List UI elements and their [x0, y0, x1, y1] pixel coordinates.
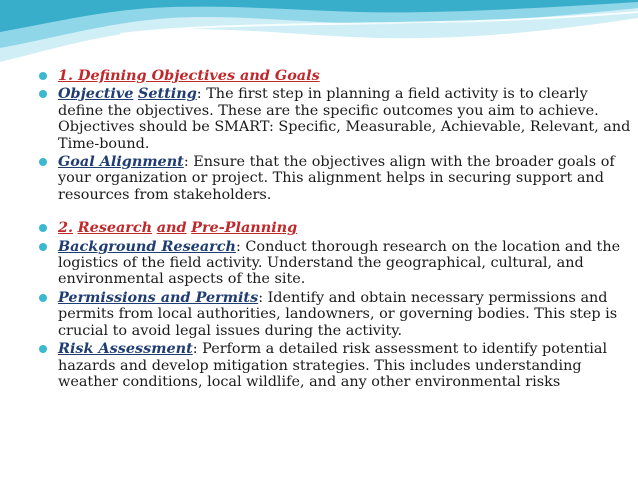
section-heading: Pre-Planning — [191, 219, 298, 237]
list-item — [38, 341, 634, 390]
list-item — [38, 86, 634, 152]
item-text: : Ensure that the objectives align with the broader goals of your organization or project. This alignment helps in securing support and resources from stakeholders. — [58, 154, 615, 203]
list-item — [38, 68, 634, 84]
bullet-dot-icon — [39, 345, 47, 353]
item-text: : Perform a detailed risk assessment to identify potential hazards and develop mitigation strategies. This includes understanding weather conditions, local wildlife, and any other environmental risks — [58, 341, 608, 390]
item-text: : The first step in planning a field activity is to clearly define the objectives. These are the specific outcomes you aim to achieve. Objectives should be SMART: Specific, Measurable, Achievable, Relevant, and Time-bound. — [58, 86, 631, 152]
list-item — [38, 290, 634, 339]
term-label: Objective — [58, 85, 134, 103]
section-heading: 1. Defining Objectives and Goals — [58, 67, 320, 84]
bullet-dot-icon — [39, 243, 47, 251]
slide-content — [38, 68, 634, 392]
section-heading: and — [156, 219, 187, 237]
term-label: Background Research — [58, 237, 236, 255]
term-label: Risk Assessment — [58, 340, 193, 358]
section-heading: 2. — [58, 219, 74, 237]
term-label: Goal Alignment — [58, 153, 184, 171]
bullet-dot-icon — [39, 158, 47, 166]
term-label: Permissions and Permits — [58, 288, 259, 306]
bullet-dot-icon — [39, 224, 47, 232]
item-text: : Identify and obtain necessary permissions and permits from local authorities, landowners, or governing bodies. This step is crucial to avoid legal issues during the activity. — [58, 289, 618, 339]
bullet-dot-icon — [39, 90, 47, 98]
bullet-dot-icon — [39, 72, 47, 80]
item-text: : Conduct thorough research on the location and the logistics of the field activity. Understand the geographical, cultural, and environmental aspects of the site. — [58, 238, 621, 288]
list-item — [38, 154, 634, 203]
list-item — [38, 239, 634, 288]
section-heading: Research — [77, 219, 153, 237]
term-label: Setting — [137, 85, 197, 103]
bullet-dot-icon — [39, 294, 47, 302]
list-item — [38, 220, 634, 236]
